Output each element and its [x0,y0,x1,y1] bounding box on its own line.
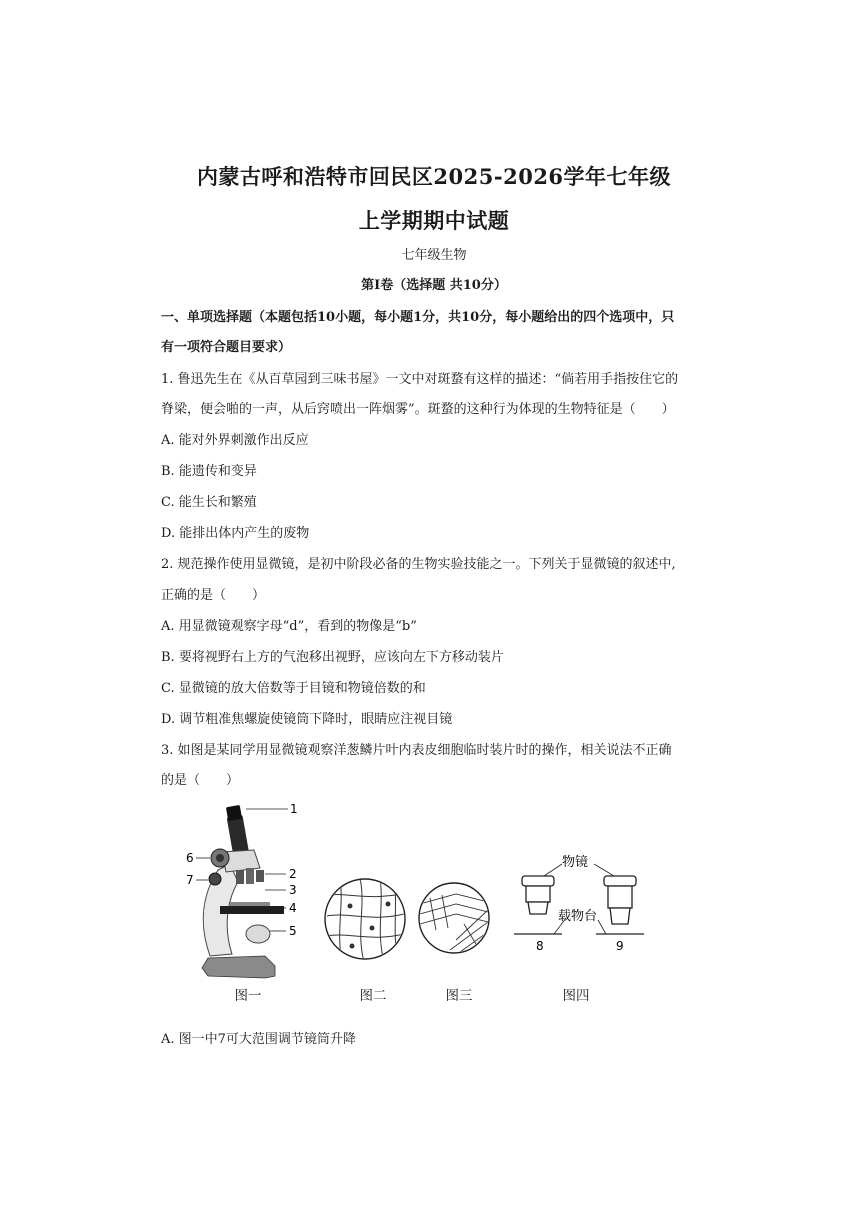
q2-option-a[interactable]: A. 用显微镜观察字母“d”，看到的物像是“b” [161,619,417,634]
label-6: 6 [186,851,194,865]
q1-option-d[interactable]: D. 能排出体内产生的废物 [161,526,310,541]
label-objective: 物镜 [562,855,589,870]
cell-view-figure [322,876,408,962]
q2-option-d[interactable]: D. 调节粗准焦螺旋使镜筒下降时，眼睛应注视目镜 [161,712,453,727]
label-4: 4 [289,901,297,915]
label-stage: 载物台 [558,909,598,924]
section-label: 第Ⅰ卷（选择题 共10分） [361,278,507,293]
label-5: 5 [289,924,297,938]
instructions-line1: 一、单项选择题（本题包括10小题，每小题1分，共10分，每小题给出的四个选项中，只 [161,310,675,325]
exam-title-line2: 上学期期中试题 [358,208,510,233]
q1-option-b[interactable]: B. 能遗传和变异 [161,464,257,479]
caption-fig4: 图四 [562,988,590,1004]
q1-stem-line1: 1. 鲁迅先生在《从百草园到三味书屋》一文中对斑蝥有这样的描述：“倘若用手指按住它的 [161,372,679,387]
objective-figure [510,848,652,958]
subject-label: 七年级生物 [401,248,467,263]
q2-option-b[interactable]: B. 要将视野右上方的气泡移出视野，应该向左下方移动装片 [161,650,504,665]
label-8: 8 [536,939,544,953]
exam-title-line1: 内蒙古呼和浩特市回民区2025-2026学年七年级 [196,164,672,189]
bubble-view-figure [416,880,492,956]
q3-stem-line2: 的是（ ） [161,773,240,788]
q2-stem-line2: 正确的是（ ） [161,588,266,603]
instructions-line2: 有一项符合题目要求） [161,340,292,355]
q2-stem-line1: 2. 规范操作使用显微镜，是初中阶段必备的生物实验技能之一。下列关于显微镜的叙述中, [161,557,676,572]
label-1: 1 [290,802,298,816]
label-9: 9 [616,939,624,953]
q1-stem-line2: 脊梁，便会啪的一声，从后窍喷出一阵烟雾”。斑蝥的这种行为体现的生物特征是（ ） [161,402,675,417]
caption-fig3: 图三 [445,988,473,1004]
caption-fig2: 图二 [359,988,387,1004]
q1-option-a[interactable]: A. 能对外界刺激作出反应 [161,433,309,448]
caption-fig1: 图一 [234,988,262,1004]
label-3: 3 [289,883,297,897]
q2-option-c[interactable]: C. 显微镜的放大倍数等于目镜和物镜倍数的和 [161,681,426,696]
label-7: 7 [186,873,194,887]
microscope-figure [170,798,310,983]
q3-option-a[interactable]: A. 图一中7可大范围调节镜筒升降 [161,1032,356,1047]
label-2: 2 [289,867,297,881]
q3-stem-line1: 3. 如图是某同学用显微镜观察洋葱鳞片叶内表皮细胞临时装片时的操作，相关说法不正确 [161,743,672,758]
q1-option-c[interactable]: C. 能生长和繁殖 [161,495,257,510]
